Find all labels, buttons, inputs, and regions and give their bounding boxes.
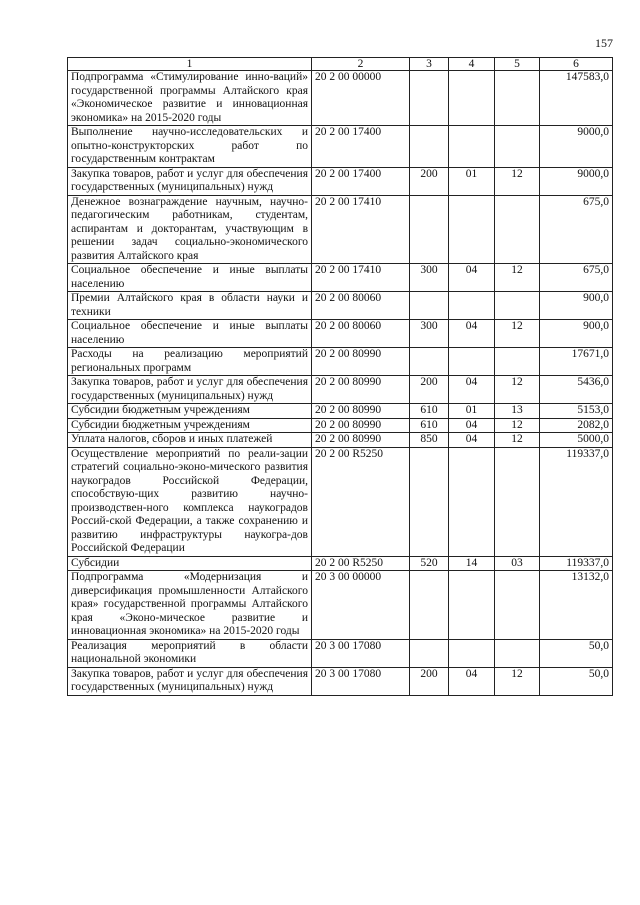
row-code-cell: 20 2 00 17400 bbox=[312, 167, 410, 195]
row-amount-cell: 9000,0 bbox=[540, 167, 613, 195]
table-row bbox=[68, 556, 613, 571]
row-name-cell: Уплата налогов, сборов и иных платежей bbox=[68, 433, 312, 448]
row-col3-cell bbox=[410, 71, 449, 126]
row-name-cell: Премии Алтайского края в области науки и техники bbox=[68, 292, 312, 320]
row-code-cell: 20 2 00 80990 bbox=[312, 376, 410, 404]
row-col5-cell bbox=[495, 195, 540, 264]
row-amount-cell: 2082,0 bbox=[540, 418, 613, 433]
row-col3-cell: 850 bbox=[410, 433, 449, 448]
row-code-cell: 20 2 00 00000 bbox=[312, 71, 410, 126]
row-col4-cell: 04 bbox=[449, 320, 495, 348]
row-amount-cell: 50,0 bbox=[540, 667, 613, 695]
row-code-cell: 20 2 00 80990 bbox=[312, 418, 410, 433]
row-name-cell: Осуществление мероприятий по реали-зации стратегий социально-эконо-мического развития наукоградов Российской Федерации, способствую-щих развитию научно-производствен-ного комплекса наукоградов Россий-ской Федерации, а также сохранению и развитию инфраструктуры наукогра-дов Российской Федерации bbox=[68, 447, 312, 556]
row-name-cell: Закупка товаров, работ и услуг для обеспечения государственных (муниципальных) нужд bbox=[68, 376, 312, 404]
row-col3-cell: 610 bbox=[410, 418, 449, 433]
row-col3-cell bbox=[410, 571, 449, 640]
row-amount-cell: 5153,0 bbox=[540, 404, 613, 419]
table-row bbox=[68, 571, 613, 640]
header-cell: 1 bbox=[68, 58, 312, 71]
table-row bbox=[68, 320, 613, 348]
row-name-cell: Субсидии бюджетным учреждениям bbox=[68, 418, 312, 433]
row-code-cell: 20 2 00 17410 bbox=[312, 195, 410, 264]
row-code-cell: 20 2 00 80990 bbox=[312, 348, 410, 376]
row-amount-cell: 675,0 bbox=[540, 195, 613, 264]
row-col3-cell bbox=[410, 639, 449, 667]
row-name-cell: Закупка товаров, работ и услуг для обеспечения государственных (муниципальных) нужд bbox=[68, 667, 312, 695]
row-col3-cell bbox=[410, 195, 449, 264]
row-name-cell: Субсидии бюджетным учреждениям bbox=[68, 404, 312, 419]
row-col4-cell: 01 bbox=[449, 404, 495, 419]
row-col3-cell bbox=[410, 348, 449, 376]
row-col5-cell bbox=[495, 571, 540, 640]
table-row bbox=[68, 667, 613, 695]
table-row bbox=[68, 376, 613, 404]
row-col3-cell: 200 bbox=[410, 376, 449, 404]
table-row bbox=[68, 418, 613, 433]
table-row bbox=[68, 404, 613, 419]
row-amount-cell: 900,0 bbox=[540, 292, 613, 320]
row-col3-cell: 610 bbox=[410, 404, 449, 419]
row-col5-cell: 12 bbox=[495, 418, 540, 433]
row-col4-cell: 04 bbox=[449, 376, 495, 404]
row-col5-cell bbox=[495, 126, 540, 168]
row-col4-cell: 04 bbox=[449, 433, 495, 448]
row-name-cell: Реализация мероприятий в области национальной экономики bbox=[68, 639, 312, 667]
table-row bbox=[68, 126, 613, 168]
row-name-cell: Подпрограмма «Стимулирование инно-ваций» государственной программы Алтайского края «Экономическое развитие и инновационная экономика» на 2015-2020 годы bbox=[68, 71, 312, 126]
row-name-cell: Денежное вознаграждение научным, научно-педагогическим работникам, студентам, аспирантам и докторантам, участвующим в решении задач социально-экономического развития Алтайского края bbox=[68, 195, 312, 264]
row-col4-cell bbox=[449, 639, 495, 667]
row-col4-cell bbox=[449, 348, 495, 376]
row-amount-cell: 50,0 bbox=[540, 639, 613, 667]
row-col4-cell bbox=[449, 447, 495, 556]
row-name-cell: Социальное обеспечение и иные выплаты населению bbox=[68, 264, 312, 292]
row-col3-cell: 200 bbox=[410, 167, 449, 195]
row-col4-cell: 14 bbox=[449, 556, 495, 571]
row-name-cell: Закупка товаров, работ и услуг для обеспечения государственных (муниципальных) нужд bbox=[68, 167, 312, 195]
row-col3-cell bbox=[410, 447, 449, 556]
header-cell: 2 bbox=[312, 58, 410, 71]
row-col4-cell bbox=[449, 71, 495, 126]
row-col5-cell bbox=[495, 447, 540, 556]
row-col5-cell: 12 bbox=[495, 433, 540, 448]
table-row bbox=[68, 71, 613, 126]
page-number: 157 bbox=[595, 36, 613, 50]
row-code-cell: 20 3 00 00000 bbox=[312, 571, 410, 640]
table-row bbox=[68, 447, 613, 556]
table-row bbox=[68, 167, 613, 195]
header-cell: 3 bbox=[410, 58, 449, 71]
row-col5-cell: 12 bbox=[495, 167, 540, 195]
row-code-cell: 20 2 00 17400 bbox=[312, 126, 410, 168]
row-col4-cell: 04 bbox=[449, 264, 495, 292]
row-amount-cell: 675,0 bbox=[540, 264, 613, 292]
row-code-cell: 20 2 00 80060 bbox=[312, 320, 410, 348]
row-code-cell: 20 2 00 80060 bbox=[312, 292, 410, 320]
row-col5-cell bbox=[495, 348, 540, 376]
row-col3-cell: 300 bbox=[410, 264, 449, 292]
row-col4-cell bbox=[449, 292, 495, 320]
row-amount-cell: 900,0 bbox=[540, 320, 613, 348]
row-code-cell: 20 2 00 80990 bbox=[312, 404, 410, 419]
row-col4-cell bbox=[449, 126, 495, 168]
row-name-cell: Выполнение научно-исследовательских и опытно-конструкторских работ по государственным контрактам bbox=[68, 126, 312, 168]
budget-table bbox=[67, 57, 613, 696]
row-col3-cell: 300 bbox=[410, 320, 449, 348]
row-col5-cell: 13 bbox=[495, 404, 540, 419]
row-name-cell: Социальное обеспечение и иные выплаты населению bbox=[68, 320, 312, 348]
table-row bbox=[68, 195, 613, 264]
row-code-cell: 20 2 00 R5250 bbox=[312, 556, 410, 571]
row-code-cell: 20 2 00 80990 bbox=[312, 433, 410, 448]
row-code-cell: 20 3 00 17080 bbox=[312, 667, 410, 695]
row-name-cell: Подпрограмма «Модернизация и диверсификация промышленности Алтайского края» государственной программы Алтайского края «Эконо-мическое развитие и инновационная экономика» на 2015-2020 годы bbox=[68, 571, 312, 640]
table-row bbox=[68, 292, 613, 320]
header-cell: 4 bbox=[449, 58, 495, 71]
row-amount-cell: 9000,0 bbox=[540, 126, 613, 168]
header-row bbox=[68, 58, 613, 71]
row-col5-cell bbox=[495, 71, 540, 126]
row-amount-cell: 119337,0 bbox=[540, 447, 613, 556]
header-cell: 5 bbox=[495, 58, 540, 71]
row-col5-cell: 12 bbox=[495, 320, 540, 348]
row-col3-cell bbox=[410, 126, 449, 168]
row-name-cell: Расходы на реализацию мероприятий региональных программ bbox=[68, 348, 312, 376]
row-col5-cell: 12 bbox=[495, 376, 540, 404]
row-col5-cell bbox=[495, 639, 540, 667]
row-amount-cell: 5436,0 bbox=[540, 376, 613, 404]
row-col4-cell: 04 bbox=[449, 418, 495, 433]
table-row bbox=[68, 264, 613, 292]
row-amount-cell: 119337,0 bbox=[540, 556, 613, 571]
row-col5-cell: 12 bbox=[495, 667, 540, 695]
row-col5-cell bbox=[495, 292, 540, 320]
row-name-cell: Субсидии bbox=[68, 556, 312, 571]
row-col4-cell: 04 bbox=[449, 667, 495, 695]
row-amount-cell: 5000,0 bbox=[540, 433, 613, 448]
row-col4-cell bbox=[449, 195, 495, 264]
row-col5-cell: 03 bbox=[495, 556, 540, 571]
row-amount-cell: 13132,0 bbox=[540, 571, 613, 640]
row-col3-cell: 520 bbox=[410, 556, 449, 571]
row-code-cell: 20 3 00 17080 bbox=[312, 639, 410, 667]
row-col5-cell: 12 bbox=[495, 264, 540, 292]
row-col4-cell bbox=[449, 571, 495, 640]
table-row bbox=[68, 639, 613, 667]
row-col4-cell: 01 bbox=[449, 167, 495, 195]
table-row bbox=[68, 348, 613, 376]
row-amount-cell: 147583,0 bbox=[540, 71, 613, 126]
header-cell: 6 bbox=[540, 58, 613, 71]
row-col3-cell bbox=[410, 292, 449, 320]
row-code-cell: 20 2 00 17410 bbox=[312, 264, 410, 292]
row-code-cell: 20 2 00 R5250 bbox=[312, 447, 410, 556]
table-row bbox=[68, 433, 613, 448]
row-col3-cell: 200 bbox=[410, 667, 449, 695]
row-amount-cell: 17671,0 bbox=[540, 348, 613, 376]
